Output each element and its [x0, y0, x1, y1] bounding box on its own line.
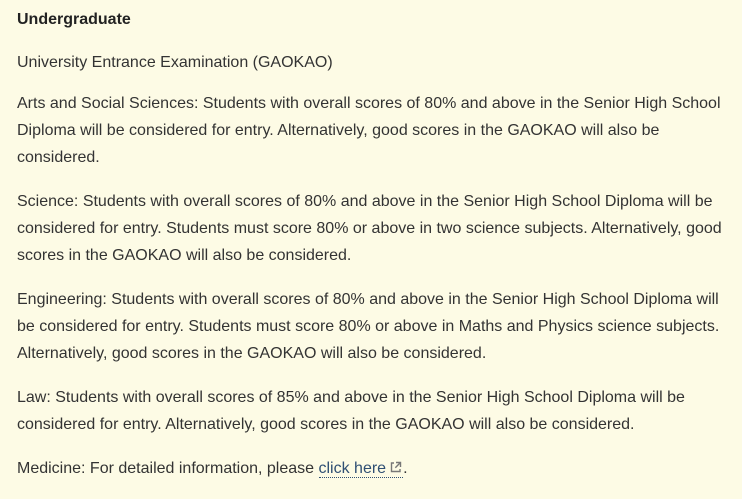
link-label: click here: [318, 460, 387, 477]
external-link-icon: [389, 460, 403, 474]
law-requirements: Law: Students with overall scores of 85% and above in the Senior High School Diploma will be considered for entry. Alternatively, good scores in the GAOKAO will also be considered.: [17, 389, 685, 433]
exam-subtitle: University Entrance Examination (GAOKAO): [17, 54, 333, 71]
medicine-suffix: .: [403, 460, 408, 477]
science-requirements: Science: Students with overall scores of 80% and above in the Senior High School Diploma will be considered for entry. Students must score 80% or above in two science subjects. Alternatively, good scores in the GAOKAO will also be considered.: [17, 193, 722, 264]
medicine-prefix: Medicine: For detailed information, please: [17, 460, 319, 477]
engineering-requirements: Engineering: Students with overall scores of 80% and above in the Senior High School Diploma will be considered for entry. Students must score 80% or above in Maths and Physics science subjects. Alternatively, good scores in the GAOKAO will also be considered.: [17, 291, 720, 362]
medicine-requirements: [17, 455, 732, 482]
medicine-click-here-link[interactable]: [319, 460, 404, 478]
arts-requirements: Arts and Social Sciences: Students with overall scores of 80% and above in the Senior High School Diploma will be considered for entry. Alternatively, good scores in the GAOKAO will also be considered.: [17, 95, 721, 166]
section-heading: Undergraduate: [17, 11, 131, 28]
